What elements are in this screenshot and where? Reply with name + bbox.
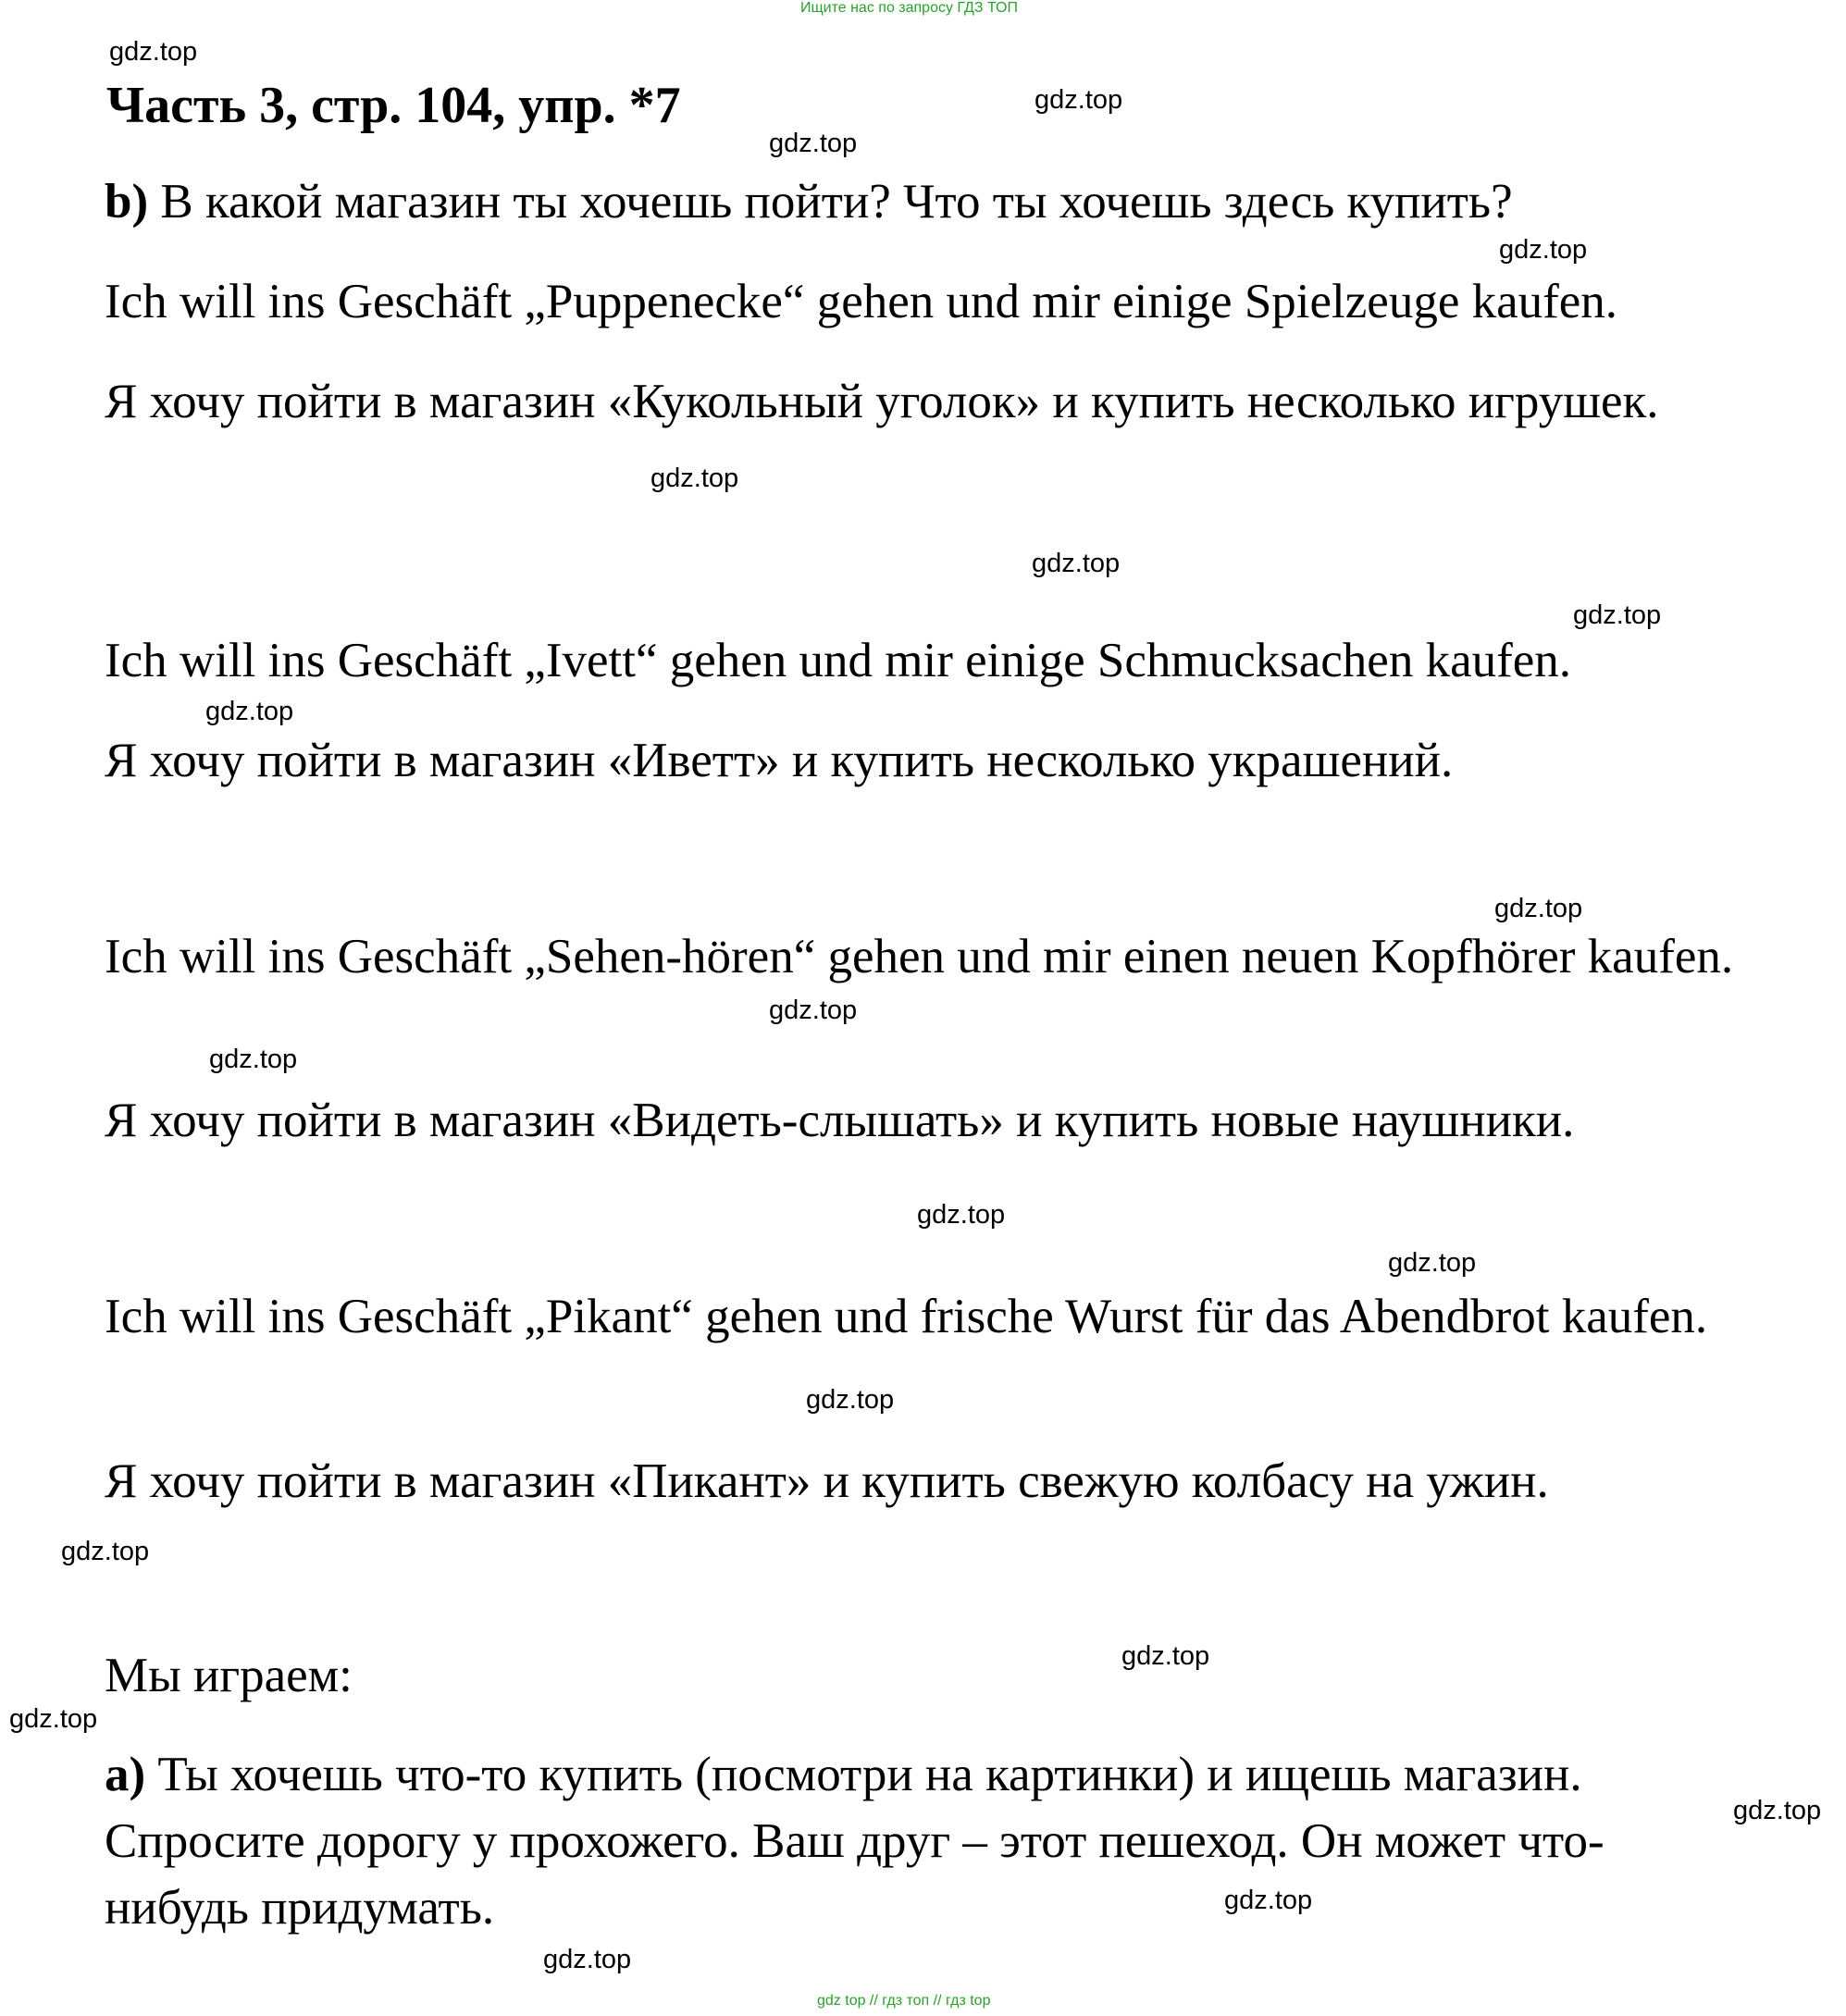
watermark: gdz.top <box>1573 600 1662 630</box>
answer-de-3: Ich will ins Geschäft „Sehen-hören“ gehen und mir einen neuen Kopfhörer kaufen. <box>105 930 1734 983</box>
watermark: gdz.top <box>205 697 294 726</box>
watermark: gdz.top <box>543 1945 632 1974</box>
play-heading: Мы играем: <box>105 1649 353 1702</box>
watermark: gdz.top <box>1035 85 1123 115</box>
watermark: gdz.top <box>209 1045 298 1074</box>
watermark: gdz.top <box>109 37 198 67</box>
answer-ru-1: Я хочу пойти в магазин «Кукольный уголок» и купить несколько игрушек. <box>105 375 1659 428</box>
watermark: gdz.top <box>769 996 858 1025</box>
answer-ru-3: Я хочу пойти в магазин «Видеть-слышать» и купить новые наушники. <box>105 1094 1575 1147</box>
page-title: Часть 3, стр. 104, упр. *7 <box>106 77 681 134</box>
answer-ru-4: Я хочу пойти в магазин «Пикант» и купить свежую колбасу на ужин. <box>105 1454 1549 1508</box>
answer-ru-2: Я хочу пойти в магазин «Иветт» и купить несколько украшений. <box>105 734 1454 787</box>
watermark: gdz.top <box>1733 1796 1822 1825</box>
answer-de-4: Ich will ins Geschäft „Pikant“ gehen und frische Wurst für das Abendbrot kaufen. <box>105 1290 1708 1343</box>
answer-de-2: Ich will ins Geschäft „Ivett“ gehen und mir einige Schmucksachen kaufen. <box>105 634 1572 687</box>
watermark: gdz.top <box>1032 549 1121 578</box>
top-banner[interactable]: Ищите нас по запросу ГДЗ ТОП <box>800 0 1018 16</box>
answer-de-1: Ich will ins Geschäft „Puppenecke“ gehen und mir einige Spielzeuge kaufen. <box>105 275 1618 328</box>
watermark: gdz.top <box>917 1200 1006 1230</box>
task-a <box>105 1741 1742 1941</box>
task-a-label: a) <box>105 1748 146 1801</box>
watermark: gdz.top <box>9 1704 98 1734</box>
watermark: gdz.top <box>61 1537 150 1566</box>
watermark: gdz.top <box>1121 1641 1210 1671</box>
watermark: gdz.top <box>1499 235 1588 265</box>
watermark: gdz.top <box>1388 1248 1477 1278</box>
task-a-text: Ты хочешь что-то купить (посмотри на картинки) и ищешь магазин. Спросите дорогу у прохожего. Ваш друг – этот пешеход. Он может что-нибудь придумать. <box>105 1748 1604 1935</box>
task-b-text: В какой магазин ты хочешь пойти? Что ты хочешь здесь купить? <box>160 175 1513 229</box>
watermark: gdz.top <box>806 1385 895 1415</box>
task-b <box>105 168 1742 235</box>
watermark: gdz.top <box>1494 894 1583 923</box>
watermark: gdz.top <box>1224 1886 1313 1915</box>
watermark: gdz.top <box>769 129 858 158</box>
watermark: gdz.top <box>650 464 739 493</box>
task-b-label: b) <box>105 175 149 229</box>
footer-links[interactable]: gdz top // гдз топ // гдз top <box>817 1993 991 2009</box>
